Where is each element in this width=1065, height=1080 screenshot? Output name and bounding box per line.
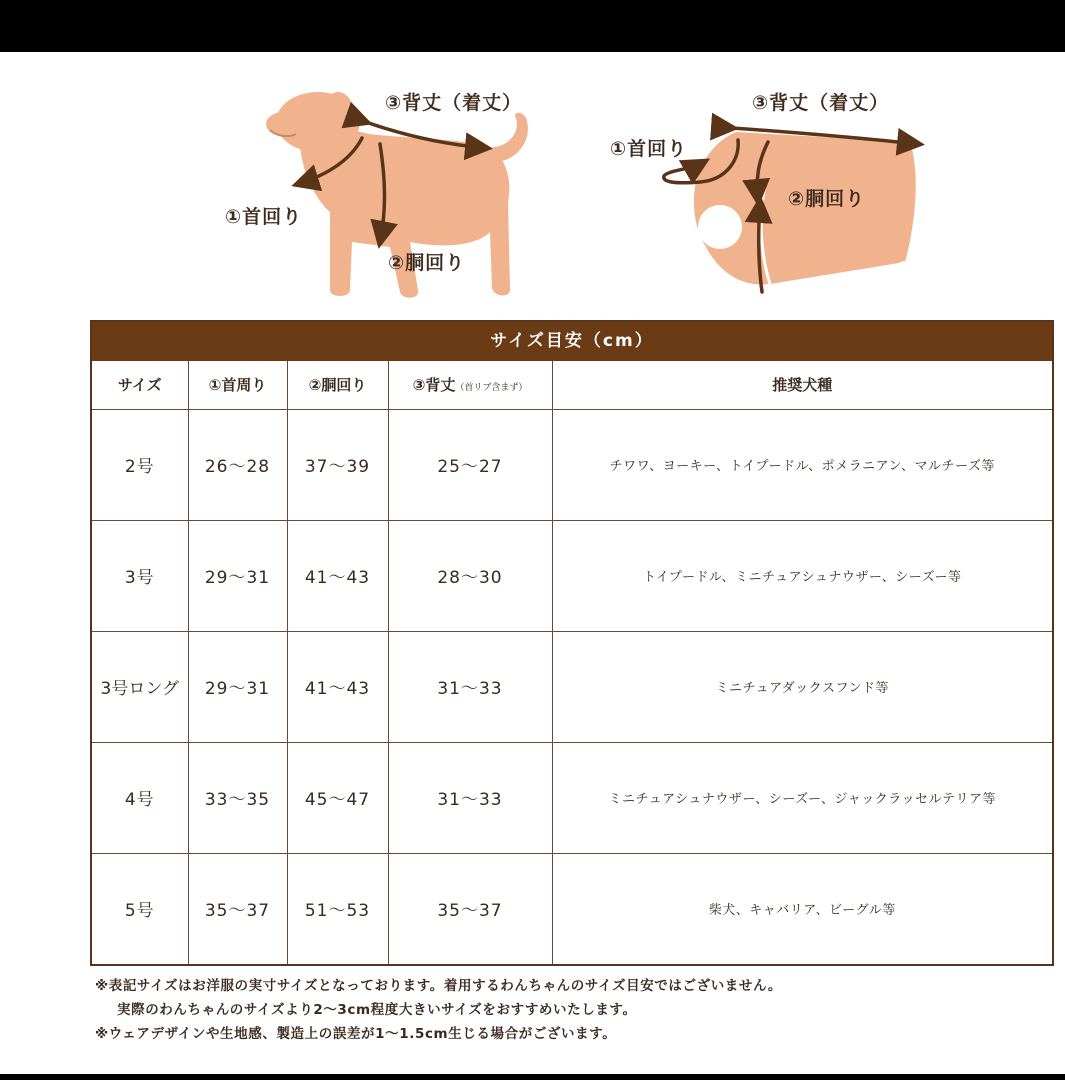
table-row bbox=[92, 853, 1052, 964]
row-size: 3号ロング bbox=[92, 631, 188, 742]
header-back-label: ③背丈 bbox=[412, 376, 456, 395]
table-row bbox=[92, 631, 1052, 742]
size-chart-page bbox=[0, 52, 1065, 1074]
header-size: サイズ bbox=[92, 361, 188, 409]
header-breeds: 推奨犬種 bbox=[552, 361, 1052, 409]
note-line-3: ※ウェアデザインや生地感、製造上の誤差が1～1.5cm生じる場合がございます。 bbox=[95, 1026, 617, 1042]
note-line-1: ※表記サイズはお洋服の実寸サイズとなっております。着用するわんちゃんのサイズ目安ではございません。 bbox=[95, 978, 783, 994]
size-table bbox=[90, 320, 1054, 966]
table-header-row bbox=[92, 361, 1052, 409]
row-neck: 33～35 bbox=[188, 742, 287, 853]
garment-back-length-label: ③背丈（着丈） bbox=[752, 92, 890, 114]
row-breeds: 柴犬、キャバリア、ビーグル等 bbox=[552, 853, 1052, 964]
row-back: 25～27 bbox=[388, 409, 552, 520]
garment-chest-label: ②胴回り bbox=[788, 188, 866, 210]
note-line-2: 実際のわんちゃんのサイズより2～3cm程度大きいサイズをおすすめいたします。 bbox=[117, 1002, 637, 1018]
garment-neck-label: ①首回り bbox=[610, 138, 688, 160]
row-size: 3号 bbox=[92, 520, 188, 631]
row-neck: 29～31 bbox=[188, 631, 287, 742]
table-row bbox=[92, 742, 1052, 853]
row-back: 28～30 bbox=[388, 520, 552, 631]
row-chest: 51～53 bbox=[287, 853, 388, 964]
row-chest: 45～47 bbox=[287, 742, 388, 853]
row-back: 31～33 bbox=[388, 742, 552, 853]
row-size: 2号 bbox=[92, 409, 188, 520]
header-back-note: （首リブ含まず） bbox=[455, 383, 528, 394]
dog-back-length-label: ③背丈（着丈） bbox=[385, 92, 523, 114]
row-size: 5号 bbox=[92, 853, 188, 964]
row-chest: 41～43 bbox=[287, 520, 388, 631]
header-neck: ①首周り bbox=[188, 361, 287, 409]
row-size: 4号 bbox=[92, 742, 188, 853]
row-chest: 37～39 bbox=[287, 409, 388, 520]
table-row bbox=[92, 409, 1052, 520]
measurement-illustrations bbox=[0, 52, 1065, 317]
row-back: 31～33 bbox=[388, 631, 552, 742]
row-neck: 26～28 bbox=[188, 409, 287, 520]
row-back: 35～37 bbox=[388, 853, 552, 964]
row-breeds: トイプードル、ミニチュアシュナウザー、シーズー等 bbox=[552, 520, 1052, 631]
dog-neck-label: ①首回り bbox=[225, 206, 303, 228]
measurement-diagram bbox=[0, 52, 1065, 317]
header-chest: ②胴回り bbox=[287, 361, 388, 409]
size-notes bbox=[95, 974, 1055, 1046]
dog-chest-label: ②胴回り bbox=[388, 252, 466, 274]
row-neck: 29～31 bbox=[188, 520, 287, 631]
row-breeds: ミニチュアシュナウザー、シーズー、ジャックラッセルテリア等 bbox=[552, 742, 1052, 853]
row-breeds: チワワ、ヨーキー、トイプードル、ポメラニアン、マルチーズ等 bbox=[552, 409, 1052, 520]
row-breeds: ミニチュアダックスフンド等 bbox=[552, 631, 1052, 742]
row-neck: 35～37 bbox=[188, 853, 287, 964]
table-row bbox=[92, 520, 1052, 631]
row-chest: 41～43 bbox=[287, 631, 388, 742]
size-table-grid bbox=[92, 361, 1052, 964]
size-table-title: サイズ目安（cm） bbox=[92, 322, 1052, 361]
header-back bbox=[388, 361, 552, 409]
